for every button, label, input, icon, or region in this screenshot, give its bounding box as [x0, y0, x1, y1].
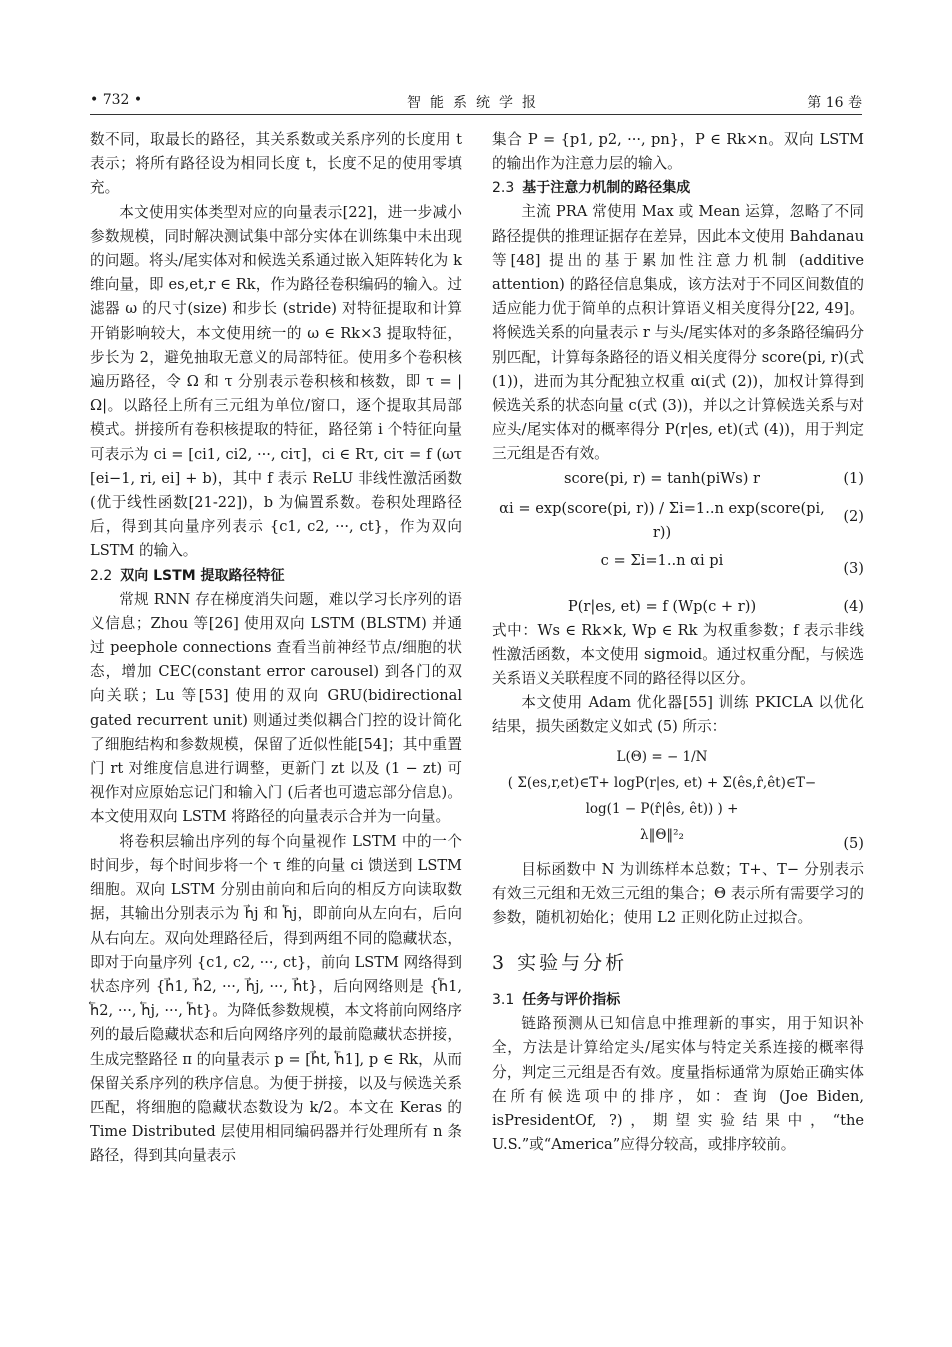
paragraph: 目标函数中 N 为训练样本总数；T+、T− 分别表示有效三元组和无效三元组的集合；Θ 表示所有需要学习的参数，随机初始化；使用 L2 正则化防止过拟合。: [492, 860, 864, 927]
equation-1: [492, 467, 864, 491]
equation-line: ( Σ(es,r,et)∈T+ logP(r|es, et) + Σ(ês,r̂,êt)∈T− log(1 − P(r̂|ês, êt)) ) +: [507, 774, 817, 817]
page-number: • 732 •: [90, 92, 143, 108]
equation-body: score(pi, r) = tanh(piWs) r: [563, 469, 761, 487]
equation-number: (3): [843, 559, 864, 577]
equation-line: L(Θ) = − 1/N: [616, 748, 708, 765]
equation-number: (4): [843, 597, 864, 615]
section-title: 实验与分析: [517, 952, 628, 975]
equation-number: (1): [843, 469, 864, 487]
section-number: 3: [492, 952, 508, 975]
paragraph: 链路预测从已知信息中推理新的事实，用于知识补全，方法是计算给定头/尾实体与特定关系连接的概率得分，判定三元组是否有效。度量指标通常为原始正确实体在所有候选项中的排序，如：查询 (Joe Biden, isPresidentOf, ?)，期望实验结果中，“the U.S.”或“America”应得分较高，或排序较前。: [492, 1015, 864, 1154]
paragraph: 本文使用实体类型对应的向量表示[22]，进一步减小参数规模，同时解决测试集中部分实体在训练集中未出现的问题。将头/尾实体对和候选关系通过嵌入矩阵转化为 k 维向量，即 es,et,r ∈ Rk，作为路径卷积编码的输入。过滤器 ω 的尺寸(size) 和步长 (stride) 对特征提取和计算开销影响较大，本文使用统一的 ω ∈ Rk×3 提取特征，步长为 2，避免抽取无意义的局部特征。使用多个卷积核遍历路径，令 Ω 和 τ 分别表示卷积核和核数，即 τ = |Ω|。以路径上所有三元组为单位/窗口，逐个提取其局部模式。拼接所有卷积核提取的特征，路径第 i 个特征向量可表示为 ci = [ci1, ci2, ···, ciτ]，ci ∈ Rτ, ciτ = f (ωτ [ei−1, ri, ei] + b)，其中 f 表示 ReLU 非线性激活函数 (优于线性函数[21-22])，b 为偏置系数。卷积处理路径后，得到其向量序列表示 {c1, c2, ···, ct}，作为双向 LSTM 的输入。: [90, 203, 462, 560]
equation-4: [492, 595, 864, 619]
section-title: 双向 LSTM 提取路径特征: [120, 567, 285, 584]
page-header: [90, 88, 862, 115]
paragraph: 常规 RNN 存在梯度消失问题，难以学习长序列的语义信息；Zhou 等[26] 使用双向 LSTM (BLSTM) 并通过 peephole connections 查看当前神经节点/细胞的状态，增加 CEC(constant error carousel) 到各门的双向关联；Lu 等[53] 使用的双向 GRU(bidirectional gated recurrent unit) 则通过类似耦合门控的设计简化了细胞结构和参数规模，保留了近似性能[54]；其中重置门 rt 对维度信息进行调整，更新门 zt 以及 (1 − zt) 可视作对应原始忘记门和输入门 (后者也可遗忘部分信息)。本文使用双向 LSTM 将路径的向量表示合并为一向量。: [90, 590, 462, 826]
paragraph: 本文使用 Adam 优化器[55] 训练 PKICLA 以优化结果，损失函数定义如式 (5) 所示：: [492, 694, 864, 736]
equation-body: c = Σi=1..n αi pi: [600, 551, 724, 569]
section-title: 任务与评价指标: [522, 992, 621, 1009]
paragraph: 将卷积层输出序列的每个向量视作 LSTM 中的一个时间步，每个时间步将一个 τ 维的向量 ci 馈送到 LSTM 细胞。双向 LSTM 分别由前向和后向的相反方向读取数据，其输出分别表示为 h⃗j 和 h⃖j，即前向从左向右，后向从右向左。双向处理路径后，得到两组不同的隐藏状态，即对于向量序列 {c1, c2, ···, ct}，前向 LSTM 网络得到状态序列 {h⃗1, h⃗2, ···, h⃗j, ···, h⃗t}，后向网络则是 {h⃖1, h⃖2, ···, h⃖j, ···, h⃖t}。为降低参数规模，本文将前向网络序列的最后隐藏状态和后向网络序列的最前隐藏状态拼接，生成完整路径 π 的向量表示 p = [h⃗t, h⃖1], p ∈ Rk，从而保留关系序列的秩序信息。为便于拼接，以及与候选关系匹配，将细胞的隐藏状态数设为 k/2。本文在 Keras 的 Time Distributed 层使用相同编码器并行处理所有 n 条路径，得到其向量表示: [90, 832, 462, 1165]
section-number: 2.2: [90, 567, 113, 584]
equation-5: [492, 740, 864, 858]
equation-body: P(r|es, et) = f (Wp(c + r)): [567, 597, 757, 615]
paragraph: 主流 PRA 常使用 Max 或 Mean 运算，忽略了不同路径提供的推理证据存在差异，因此本文使用 Bahdanau 等[48] 提出的基于累加性注意力机制 (additive attention) 的路径信息集成，该方法对于不同区间数值的适应能力优于简单的点积计算语义相关度得分[22, 49]。将候选关系的向量表示 r 与头/尾实体对的多条路径编码分别匹配，计算每条路径的语义相关度得分 score(pi, r)(式 (1))，进而为其分配独立权重 αi(式 (2))，加权计算得到候选关系的状态向量 c(式 (3))，并以之计算候选关系与对应头/尾实体对的概率得分 P(r|es, et)(式 (4))，用于判定三元组是否有效。: [492, 203, 864, 463]
equation-body: αi = exp(score(pi, r)) / Σi=1..n exp(score(pi, r)): [499, 499, 825, 541]
section-heading-3: [492, 948, 864, 978]
equation-number: (5): [843, 834, 864, 852]
section-heading-3-1: [492, 988, 864, 1012]
left-column: [90, 128, 462, 1169]
volume-label: 第 16 卷: [807, 95, 862, 111]
equation-2: [492, 491, 864, 543]
equation-number: (2): [843, 507, 864, 525]
equation-line: λ‖Θ‖²₂: [640, 826, 684, 843]
paragraph: 集合 P = {p1, p2, ···, pn}，P ∈ Rk×n。双向 LSTM 的输出作为注意力层的输入。: [492, 131, 864, 173]
equation-body: [492, 744, 832, 848]
section-heading-2-3: [492, 176, 864, 200]
journal-title: 智能系统学报: [407, 95, 545, 111]
section-heading-2-2: [90, 564, 462, 588]
section-number: 2.3: [492, 180, 515, 197]
right-column: [492, 128, 864, 1157]
equation-3: [492, 543, 864, 595]
paragraph: 式中：Ws ∈ Rk×k, Wp ∈ Rk 为权重参数；f 表示非线性激活函数，本文使用 sigmoid。通过权重分配，与候选关系语义关联程度不同的路径得以区分。: [492, 621, 864, 688]
section-number: 3.1: [492, 992, 515, 1009]
paragraph: 数不同，取最长的路径，其关系数或关系序列的长度用 t 表示；将所有路径设为相同长度 t，长度不足的使用零填充。: [90, 131, 462, 197]
section-title: 基于注意力机制的路径集成: [522, 180, 691, 197]
